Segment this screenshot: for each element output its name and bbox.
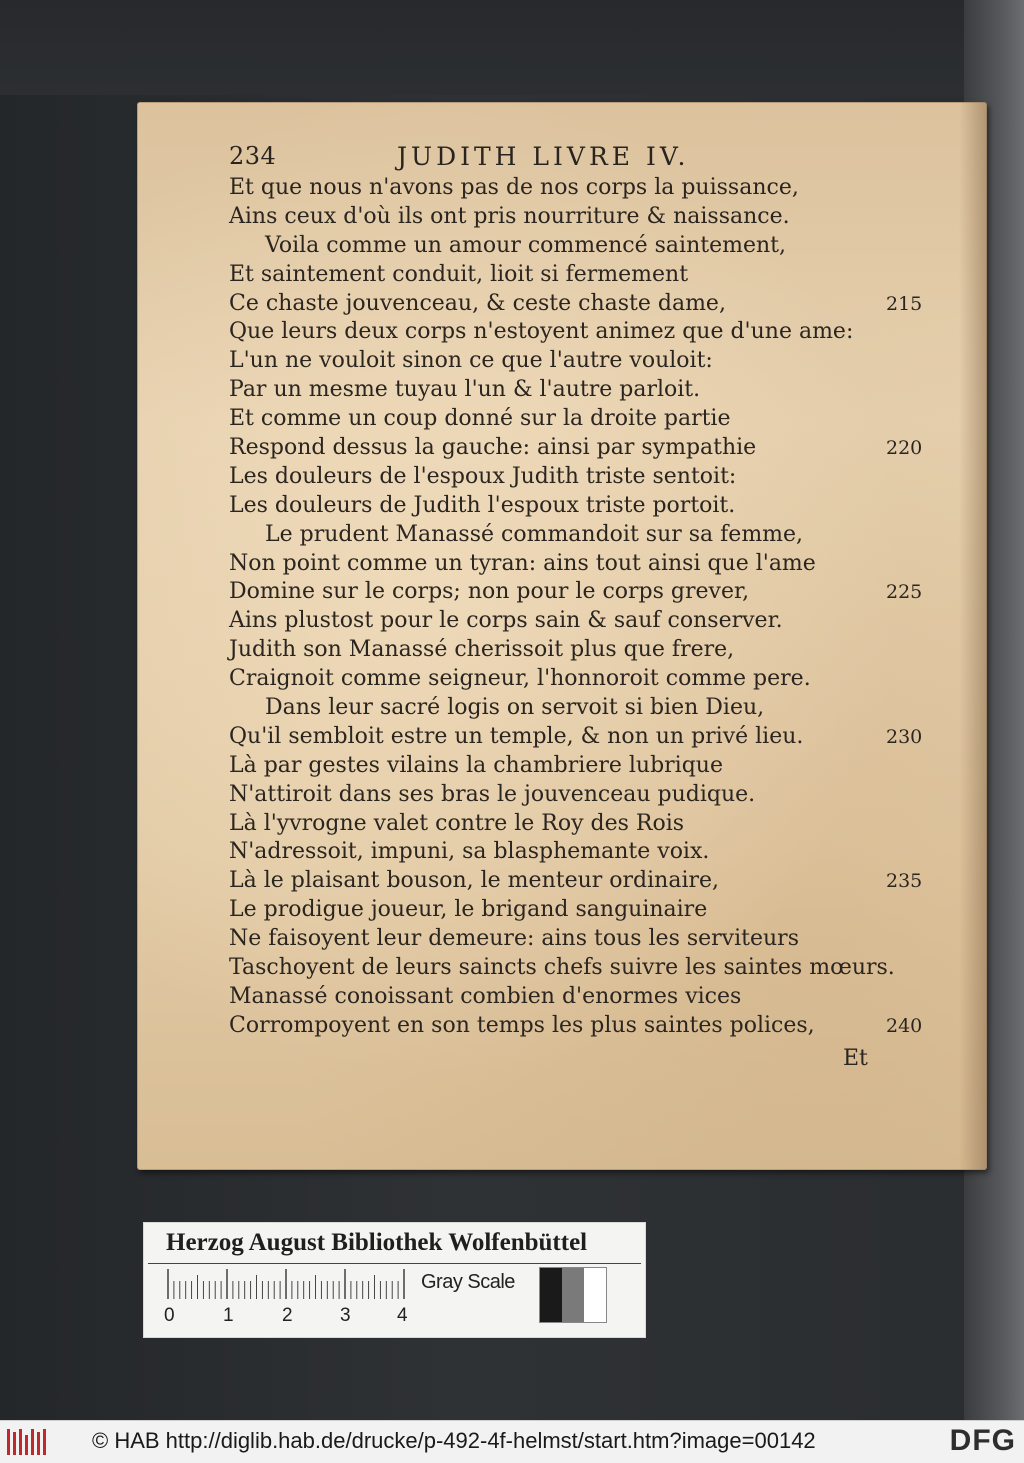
dfg-logo: DFG <box>949 1424 1016 1457</box>
verse-line <box>229 405 969 434</box>
verse-line-text: Taschoyent de leurs saincts chefs suivre les saintes mœurs. <box>229 955 895 981</box>
grayscale-label: Gray Scale <box>421 1271 515 1293</box>
verse-line-text: Qu'il sembloit estre un temple, & non un privé lieu. <box>229 723 804 749</box>
card-divider <box>148 1263 641 1264</box>
verse-line <box>229 636 969 665</box>
line-number: 230 <box>886 725 923 748</box>
verse-line-text: Et saintement conduit, lioit si fermement <box>229 261 689 287</box>
verse-line <box>229 665 969 694</box>
verse-line <box>229 781 969 810</box>
verse-line-text: Et comme un coup donné sur la droite partie <box>229 406 731 432</box>
verse-line-text: Là par gestes vilains la chambriere lubrique <box>229 752 723 778</box>
viewer-footer <box>0 1420 1024 1463</box>
scale-ruler <box>166 1269 411 1299</box>
verse-line-text: L'un ne vouloit sinon ce que l'autre vouloit: <box>229 348 713 374</box>
verse-line-text: Craignoit comme seigneur, l'honnoroit comme pere. <box>229 666 811 692</box>
verse-line-text: Ains plustost pour le corps sain & sauf conserver. <box>229 608 783 634</box>
verse-line <box>229 521 969 550</box>
line-number: 235 <box>886 870 923 893</box>
book-page <box>137 102 987 1170</box>
grayscale-swatches <box>539 1267 607 1323</box>
verse-line <box>229 174 969 203</box>
verse-line-text: Les douleurs de Judith l'espoux triste portoit. <box>229 492 736 518</box>
verse-line <box>229 318 969 347</box>
ruler-label-3: 3 <box>340 1305 351 1326</box>
verse-line-text: Par un mesme tuyau l'un & l'autre parloit. <box>229 377 701 403</box>
line-number: 240 <box>886 1014 923 1037</box>
verse-line-text: Les douleurs de l'espoux Judith triste sentoit: <box>229 463 737 489</box>
verse-line <box>229 434 969 463</box>
verse-line <box>229 232 969 261</box>
verse-line <box>229 347 969 376</box>
verse-line-text: Corrompoyent en son temps les plus saintes polices, <box>229 1012 815 1038</box>
verse-line-text: Là l'yvrogne valet contre le Roy des Rois <box>229 810 685 836</box>
verse-line <box>229 896 969 925</box>
verse-line-text: Que leurs deux corps n'estoyent animez que d'une ame: <box>229 319 854 345</box>
catchword: Et <box>843 1046 868 1071</box>
running-title: JUDITH LIVRE IV. <box>397 142 690 171</box>
verse-line-text: Dans leur sacré logis on servoit si bien Dieu, <box>265 695 765 721</box>
verse-line-text: Non point comme un tyran: ains tout ainsi que l'ame <box>229 550 816 576</box>
ruler-label-4: 4 <box>397 1305 408 1326</box>
verse-line-text: Respond dessus la gauche: ainsi par sympathie <box>229 435 757 461</box>
verse-line-text: Ains ceux d'où ils ont pris nourriture & naissance. <box>229 203 790 229</box>
grayscale-swatch <box>562 1268 584 1322</box>
verse-line-text: Et que nous n'avons pas de nos corps la puissance, <box>229 175 799 200</box>
ruler-label-1: 1 <box>223 1305 234 1326</box>
verse-line-text: Là le plaisant bouson, le menteur ordinaire, <box>229 868 720 894</box>
verse-line-text: Voila comme un amour commencé saintement, <box>265 232 786 258</box>
verse-line <box>229 578 969 607</box>
verse-line <box>229 203 969 232</box>
verse-line <box>229 1012 969 1041</box>
verse-line-text: Judith son Manassé cherissoit plus que frere, <box>229 637 735 663</box>
verse-text-block <box>229 174 969 1041</box>
grayscale-swatch <box>540 1268 562 1322</box>
line-number: 215 <box>886 292 923 315</box>
verse-line <box>229 752 969 781</box>
grayscale-swatch <box>584 1268 606 1322</box>
line-number: 225 <box>886 581 923 604</box>
verse-line <box>229 607 969 636</box>
running-head <box>229 142 849 176</box>
footer-copyright-url: © HAB http://diglib.hab.de/drucke/p-492-4f-helmst/start.htm?image=00142 <box>92 1428 816 1453</box>
verse-line <box>229 723 969 752</box>
library-name: Herzog August Bibliothek Wolfenbüttel <box>166 1229 588 1256</box>
verse-line <box>229 925 969 954</box>
verse-line-text: Domine sur le corps; non pour le corps grever, <box>229 579 750 605</box>
ruler-label-2: 2 <box>282 1305 293 1326</box>
verse-line-text: N'adressoit, impuni, sa blasphemante voix. <box>229 839 710 865</box>
verse-line <box>229 954 969 983</box>
verse-line-text: Le prudent Manassé commandoit sur sa femme, <box>265 521 804 547</box>
hab-barcode-logo-icon <box>6 1427 48 1457</box>
scanner-backdrop-top <box>0 0 1024 95</box>
calibration-card <box>143 1222 646 1338</box>
verse-line <box>229 261 969 290</box>
line-number: 220 <box>886 437 923 460</box>
verse-line-text: Manassé conoissant combien d'enormes vices <box>229 983 742 1009</box>
verse-line-text: N'attiroit dans ses bras le jouvenceau pudique. <box>229 781 756 807</box>
verse-line <box>229 694 969 723</box>
verse-line <box>229 867 969 896</box>
verse-line <box>229 290 969 319</box>
verse-line <box>229 838 969 867</box>
page-number: 234 <box>229 142 277 170</box>
ruler-label-0: 0 <box>164 1305 175 1326</box>
verse-line <box>229 550 969 579</box>
verse-line-text: Ce chaste jouvenceau, & ceste chaste dame, <box>229 290 726 316</box>
verse-line-text: Le prodigue joueur, le brigand sanguinaire <box>229 897 708 923</box>
verse-line-text: Ne faisoyent leur demeure: ains tous les serviteurs <box>229 926 799 952</box>
verse-line <box>229 463 969 492</box>
verse-line <box>229 492 969 521</box>
verse-line <box>229 810 969 839</box>
verse-line <box>229 983 969 1012</box>
verse-line <box>229 376 969 405</box>
